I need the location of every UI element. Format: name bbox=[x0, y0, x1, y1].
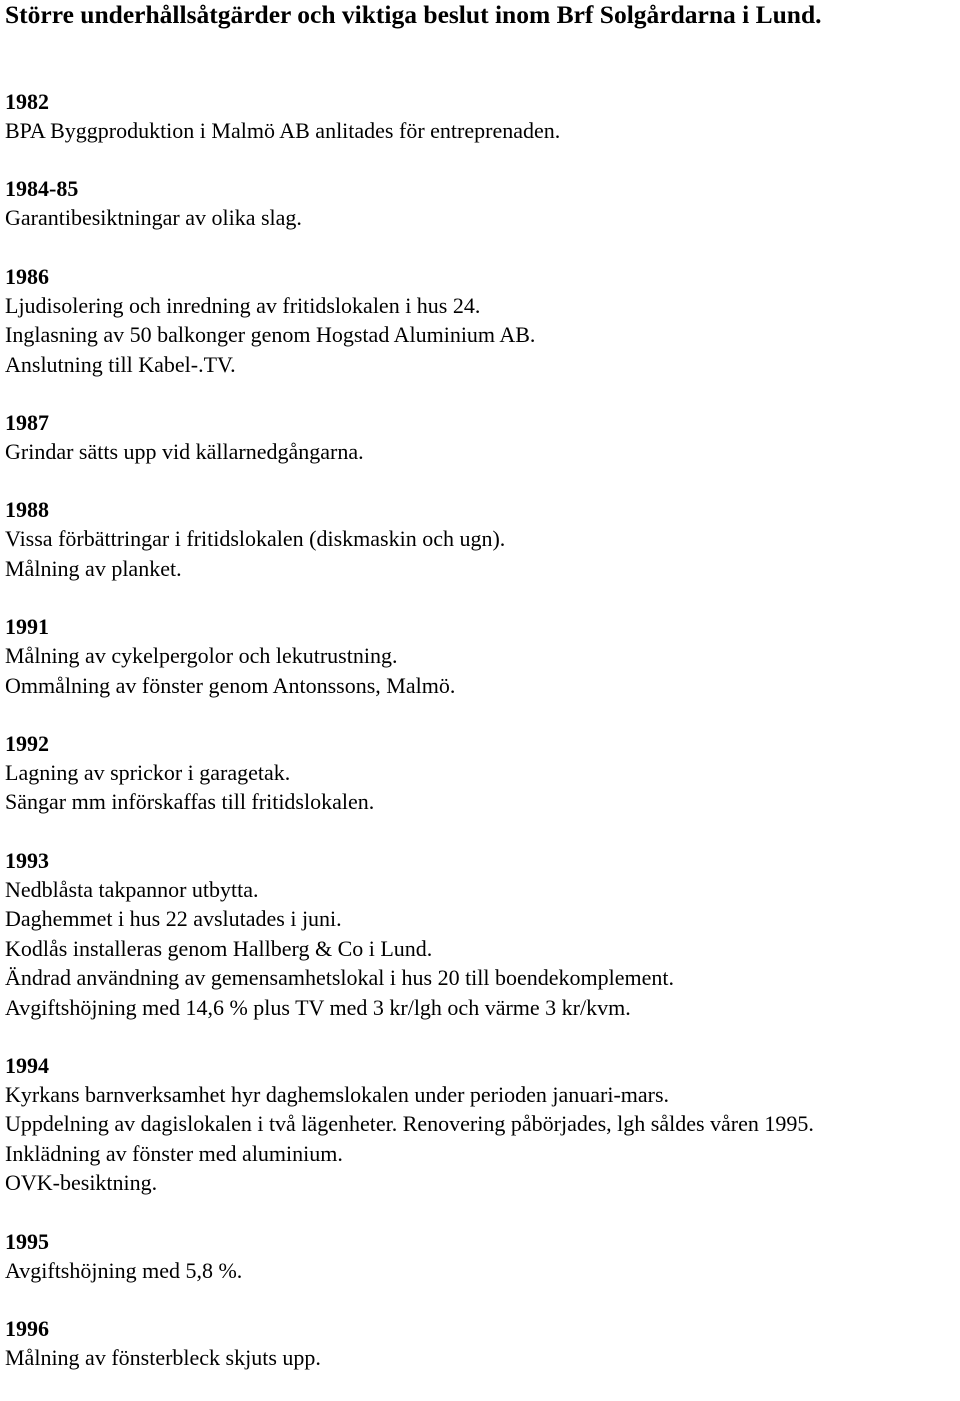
year-entry bbox=[5, 408, 960, 466]
year-entry bbox=[5, 495, 960, 583]
entry-line: Målning av cykelpergolor och lekutrustning. bbox=[5, 643, 398, 669]
entry-line: Vissa förbättringar i fritidslokalen (diskmaskin och ugn). bbox=[5, 526, 506, 552]
entry-line: Anslutning till Kabel-.TV. bbox=[5, 351, 236, 377]
year-heading: 1984-85 bbox=[5, 176, 79, 202]
entry-line: Sängar mm införskaffas till fritidslokalen. bbox=[5, 789, 375, 815]
entry-line: Avgiftshöjning med 14,6 % plus TV med 3 kr/lgh och värme 3 kr/kvm. bbox=[5, 994, 631, 1020]
entries-list bbox=[5, 87, 960, 1372]
year-entry bbox=[5, 846, 960, 1022]
entry-line: Kyrkans barnverksamhet hyr daghemslokalen under perioden januari-mars. bbox=[5, 1081, 670, 1107]
entry-line: Målning av fönsterbleck skjuts upp. bbox=[5, 1344, 321, 1370]
entry-line: Kodlås installeras genom Hallberg & Co i Lund. bbox=[5, 935, 433, 961]
entry-line: OVK-besiktning. bbox=[5, 1170, 158, 1196]
document-title: Större underhållsåtgärder och viktiga beslut inom Brf Solgårdarna i Lund. bbox=[5, 0, 822, 29]
year-heading: 1992 bbox=[5, 731, 49, 757]
entry-line: Avgiftshöjning med 5,8 %. bbox=[5, 1257, 243, 1283]
year-heading: 1993 bbox=[5, 847, 49, 873]
year-heading: 1991 bbox=[5, 614, 49, 640]
year-heading: 1994 bbox=[5, 1052, 49, 1078]
year-entry bbox=[5, 1314, 960, 1372]
year-heading: 1987 bbox=[5, 410, 49, 436]
year-entry bbox=[5, 1227, 960, 1285]
entry-line: Inklädning av fönster med aluminium. bbox=[5, 1140, 343, 1166]
entry-line: Målning av planket. bbox=[5, 555, 182, 581]
entry-line: Daghemmet i hus 22 avslutades i juni. bbox=[5, 906, 342, 932]
year-entry bbox=[5, 174, 960, 232]
year-heading: 1982 bbox=[5, 89, 49, 114]
entry-line: Uppdelning av dagislokalen i två lägenheter. Renovering påbörjades, lgh såldes våren 1995. bbox=[5, 1111, 814, 1137]
year-entry bbox=[5, 1051, 960, 1198]
year-heading: 1986 bbox=[5, 263, 49, 289]
year-heading: 1995 bbox=[5, 1228, 49, 1254]
entry-line: Ommålning av fönster genom Antonssons, Malmö. bbox=[5, 672, 456, 698]
year-heading: 1996 bbox=[5, 1315, 49, 1341]
entry-line: Grindar sätts upp vid källarnedgångarna. bbox=[5, 439, 364, 465]
year-entry bbox=[5, 87, 960, 145]
entry-line: Ljudisolering och inredning av fritidslokalen i hus 24. bbox=[5, 292, 481, 318]
entry-line: Inglasning av 50 balkonger genom Hogstad Aluminium AB. bbox=[5, 322, 536, 348]
entry-line: Nedblåsta takpannor utbytta. bbox=[5, 876, 259, 902]
year-entry bbox=[5, 612, 960, 700]
entry-line: BPA Byggproduktion i Malmö AB anlitades för entreprenaden. bbox=[5, 118, 561, 143]
entry-line: Ändrad användning av gemensamhetslokal i hus 20 till boendekomplement. bbox=[5, 965, 675, 991]
document bbox=[5, 0, 960, 1401]
entry-line: Garantibesiktningar av olika slag. bbox=[5, 205, 302, 231]
entry-line: Lagning av sprickor i garagetak. bbox=[5, 760, 291, 786]
year-entry bbox=[5, 729, 960, 817]
year-entry bbox=[5, 262, 960, 379]
year-heading: 1988 bbox=[5, 497, 49, 523]
